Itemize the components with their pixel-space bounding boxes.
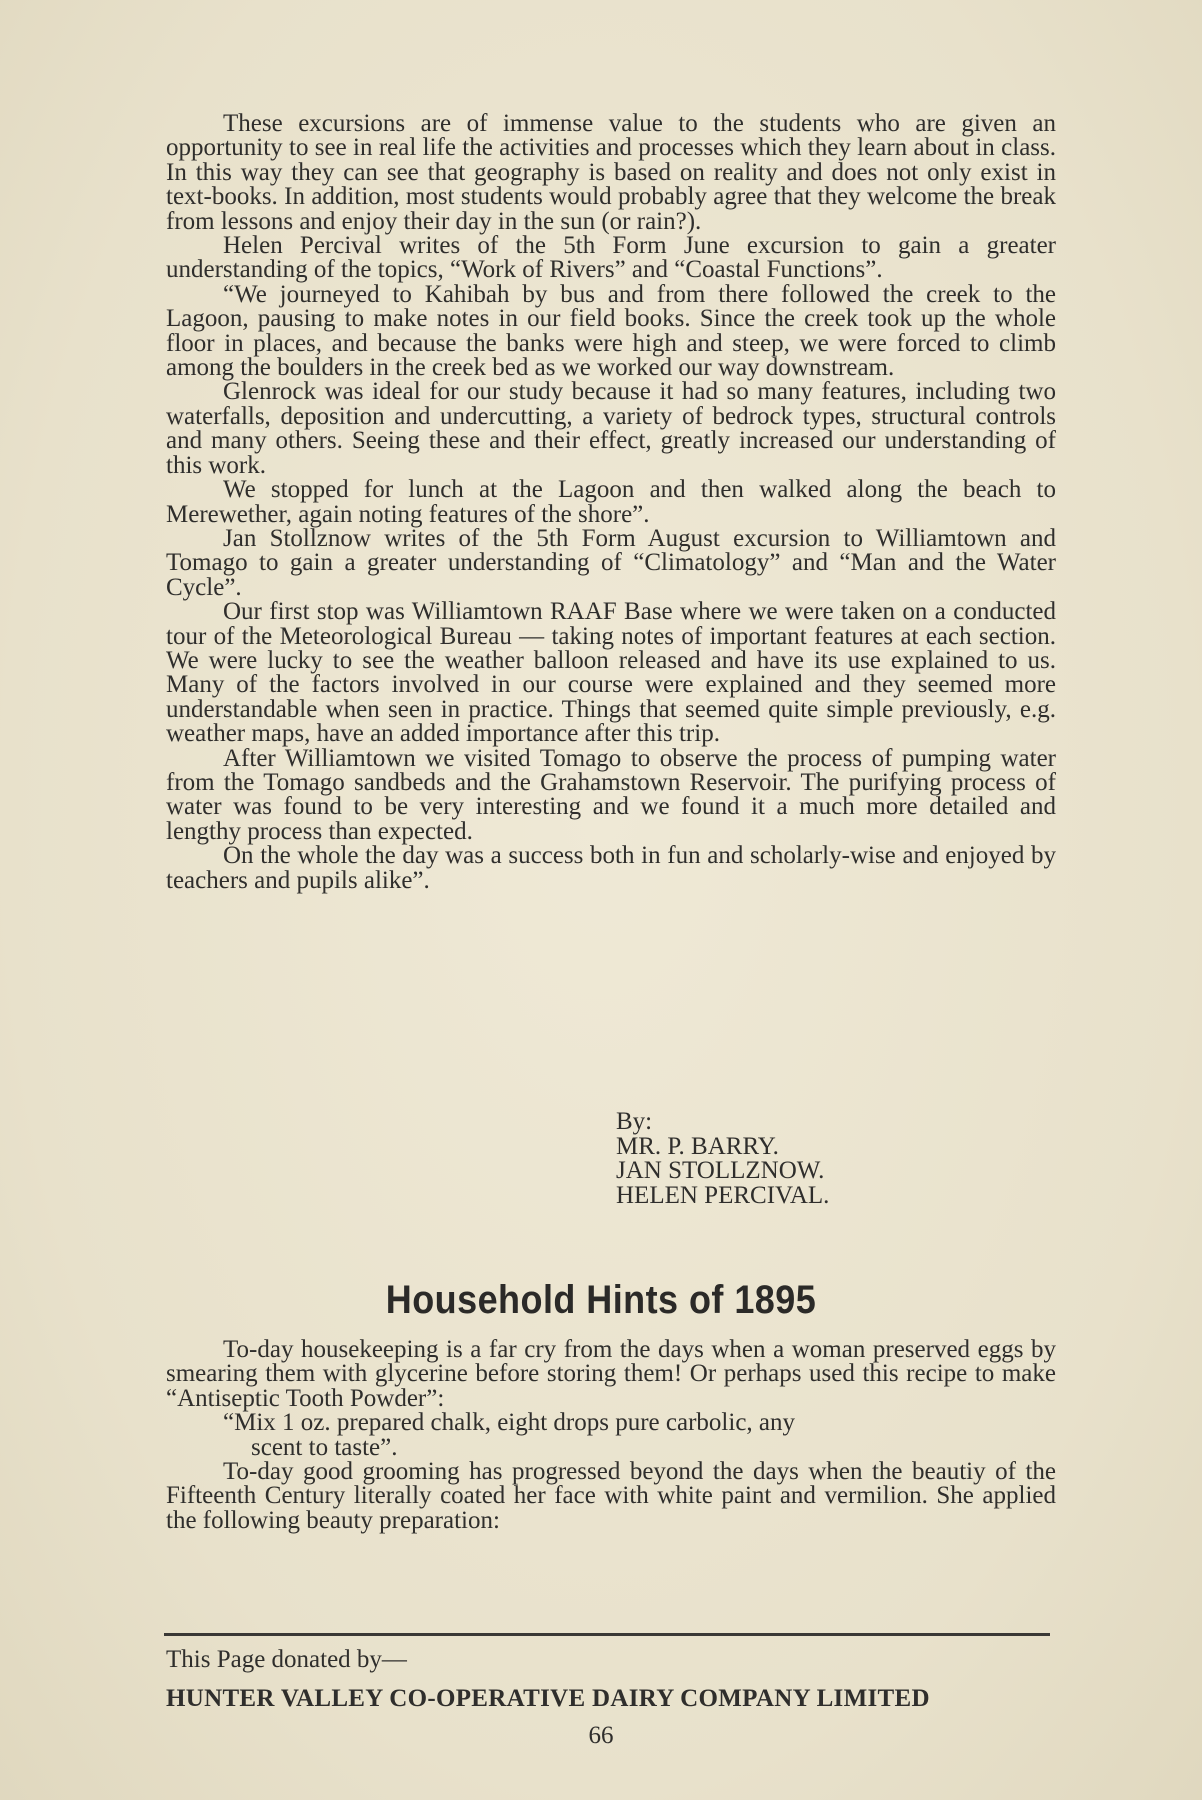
article-signature (616, 1110, 829, 1208)
household-hints-title: Household Hints of 1895 (385, 1278, 817, 1322)
sponsor-company: HUNTER VALLEY CO-OPERATIVE DAIRY COMPANY LIMITED (166, 1685, 930, 1712)
article-paragraph: After Williamtown we visited Tomago to observe the process of pumping water from the Tomago sandbeds and the Grahamstown Reservoir. The purifying process of water was found to be very interesting and we found it a much more detailed and lengthy process than expected. (166, 744, 1056, 845)
footer-divider (164, 1633, 1050, 1636)
signature-name: HELEN PERCIVAL. (616, 1181, 830, 1209)
article-paragraph: Our first stop was Williamtown RAAF Base where we were taken on a conducted tour of the Meteorological Bureau — taking notes of important features at each section. We were lucky to see the weather balloon released and have its use explained to us. Many of the factors involved in our course were explained and they seemed more understandable when seen in practice. Things that seemed quite simple previously, e.g. weather maps, have an added importance after this trip. (166, 598, 1056, 748)
article-paragraph: Glenrock was ideal for our study because it had so many features, including two waterfalls, deposition and undercutting, a variety of bedrock types, structural controls and many others. Seeing these and their effect, greatly increased our understanding of this work. (166, 378, 1056, 479)
article-paragraph: Jan Stollznow writes of the 5th Form August excursion to Williamtown and Tomago to gain a greater understanding of “Climatology” and “Man and the Water Cycle”. (166, 524, 1056, 601)
signature-name: MR. P. BARRY. (616, 1132, 779, 1160)
article-paragraph: On the whole the day was a success both in fun and scholarly-wise and enjoyed by teachers and pupils alike”. (166, 842, 1056, 894)
hints-paragraph: To-day housekeeping is a far cry from the days when a woman preserved eggs by smearing them with glycerine before storing them! Or perhaps used this recipe to make “Antiseptic Tooth Powder”: (166, 1336, 1056, 1412)
quote-line: “Mix 1 oz. prepared chalk, eight drops pure carbolic, any (223, 1409, 796, 1437)
page-number: 66 (588, 1722, 614, 1749)
quote-line: scent to taste”. (251, 1433, 398, 1461)
signature-by: By: (616, 1108, 653, 1135)
excursion-article (166, 112, 1056, 893)
hints-paragraph: To-day good grooming has progressed beyond the days when the beautiy of the Fifteenth Century literally coated her face with white paint and vermilion. She applied the following beauty preparation: (166, 1458, 1056, 1534)
donated-by-text: This Page donated by— (166, 1646, 407, 1673)
article-paragraph: We stopped for lunch at the Lagoon and then walked along the beach to Merewether, again noting features of the shore”. (166, 476, 1056, 528)
household-hints-article (166, 1338, 1056, 1533)
article-paragraph: Helen Percival writes of the 5th Form June excursion to gain a greater understanding of the topics, “Work of Rivers” and “Coastal Functions”. (166, 232, 1056, 284)
article-paragraph: “We journeyed to Kahibah by bus and from there followed the creek to the Lagoon, pausing to make notes in our field books. Since the creek took up the whole floor in places, and because the banks were high and steep, we were forced to climb among the boulders in the creek bed as we worked our way downstream. (166, 280, 1056, 382)
signature-name: JAN STOLLZNOW. (616, 1157, 825, 1184)
hints-recipe-quote (173, 1411, 1056, 1460)
article-paragraph: These excursions are of immense value to the students who are given an opportunity to see in real life the activities and processes which they learn about in class. In this way they can see that geography is based on reality and does not only exist in text-books. In addition, most students would probably agree that they welcome the break from lessons and enjoy their day in the sun (or rain?). (166, 110, 1056, 235)
